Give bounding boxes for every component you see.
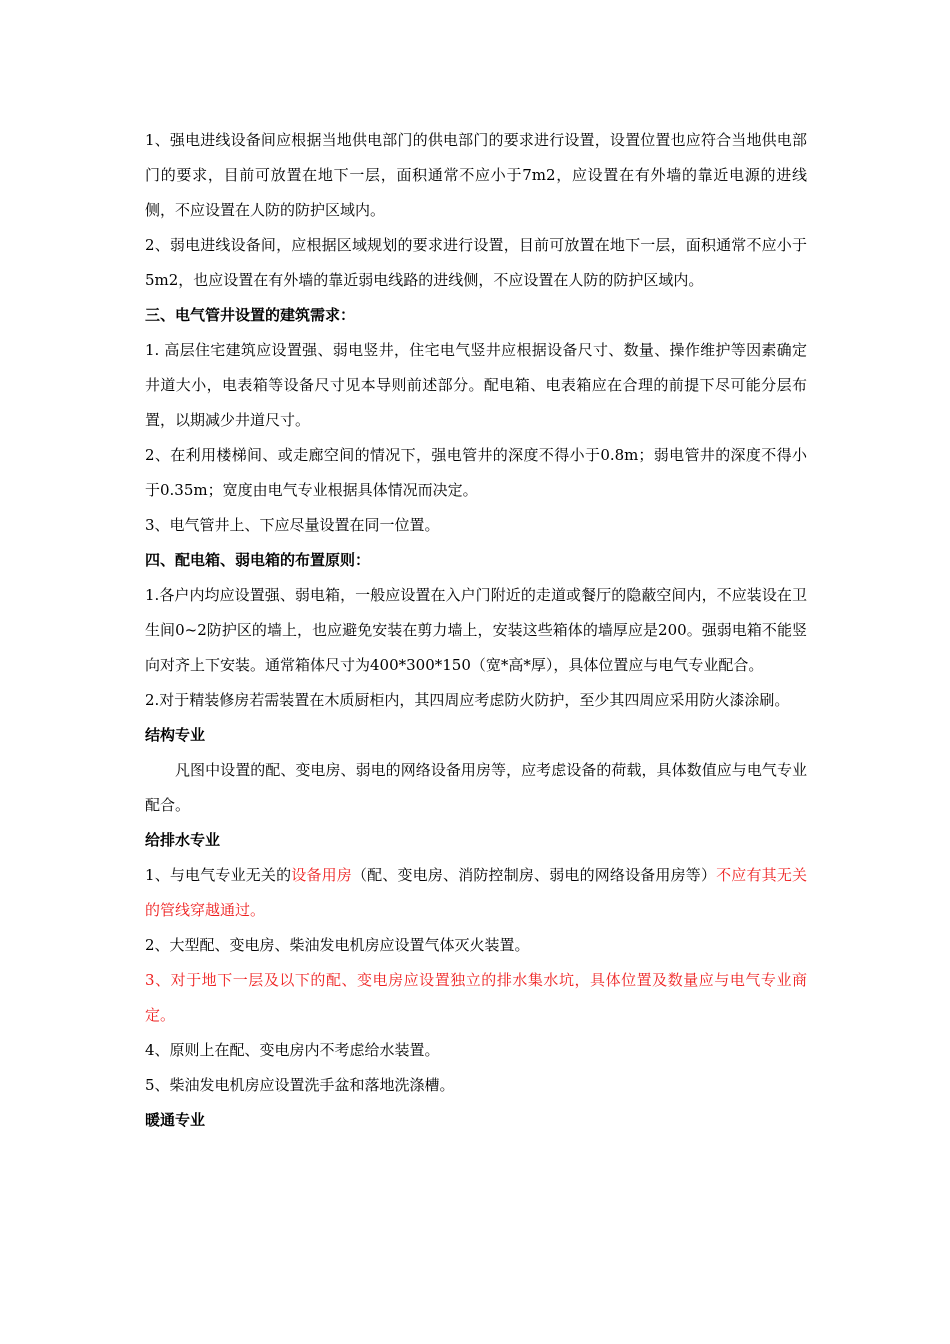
heading-water-supply: 给排水专业: [145, 831, 221, 849]
highlight-no-pipes: 不应有其无关的管线穿越通过。: [145, 866, 807, 919]
paragraph-shaft-2: 2、在利用楼梯间、或走廊空间的情况下，强电管井的深度不得小于0.8m；弱电管井的深度不得小于0.35m；宽度由电气专业根据具体情况而决定。: [145, 446, 807, 499]
paragraph-shaft-1: 1. 高层住宅建筑应设置强、弱电竖井，住宅电气竖井应根据设备尺寸、数量、操作维护等因素确定井道大小，电表箱等设备尺寸见本导则前述部分。配电箱、电表箱应在合理的前提下尽可能分层布置，以期减少井道尺寸。: [145, 341, 807, 429]
paragraph-water-2: 2、大型配、变电房、柴油发电机房应设置气体灭火装置。: [145, 936, 530, 954]
paragraph-weak-current-room: 2、弱电进线设备间，应根据区域规划的要求进行设置，目前可放置在地下一层，面积通常不应小于5m2，也应设置在有外墙的靠近弱电线路的进线侧，不应设置在人防的防护区域内。: [145, 236, 807, 289]
text-segment: 1、与电气专业无关的: [145, 866, 292, 884]
heading-distribution-box: 四、配电箱、弱电箱的布置原则：: [145, 551, 371, 569]
heading-electrical-shaft: 三、电气管井设置的建筑需求：: [145, 306, 356, 324]
heading-hvac: 暖通专业: [145, 1111, 206, 1129]
paragraph-strong-current-room: 1、强电进线设备间应根据当地供电部门的供电部门的要求进行设置，设置位置也应符合当地供电部门的要求，目前可放置在地下一层，面积通常不应小于7m2，应设置在有外墙的靠近电源的进线侧，不应设置在人防的防护区域内。: [145, 131, 807, 219]
paragraph-water-4: 4、原则上在配、变电房内不考虑给水装置。: [145, 1041, 440, 1059]
paragraph-water-3: 3、对于地下一层及以下的配、变电房应设置独立的排水集水坑，具体位置及数量应与电气专业商定。: [145, 971, 807, 1024]
text-segment: （配、变电房、消防控制房、弱电的网络设备用房等）: [351, 866, 717, 884]
paragraph-shaft-3: 3、电气管井上、下应尽量设置在同一位置。: [145, 516, 440, 534]
paragraph-structure: 凡图中设置的配、变电房、弱电的网络设备用房等，应考虑设备的荷载，具体数值应与电气专业配合。: [145, 761, 807, 814]
highlight-equipment-room: 设备用房: [291, 866, 352, 884]
paragraph-box-1: 1.各户内均应设置强、弱电箱，一般应设置在入户门附近的走道或餐厅的隐蔽空间内，不应装设在卫生间0~2防护区的墙上，也应避免安装在剪力墙上，安装这些箱体的墙厚应是200。强弱电箱不能竖向对齐上下安装。通常箱体尺寸为400*300*150（宽*高*厚），具体位置应与电气专业配合。: [145, 586, 807, 674]
paragraph-water-5: 5、柴油发电机房应设置洗手盆和落地洗涤槽。: [145, 1076, 455, 1094]
paragraph-box-2: 2.对于精装修房若需装置在木质厨柜内，其四周应考虑防火防护，至少其四周应采用防火漆涂刷。: [145, 691, 790, 709]
paragraph-water-1: [145, 858, 807, 928]
heading-structure: 结构专业: [145, 726, 206, 744]
